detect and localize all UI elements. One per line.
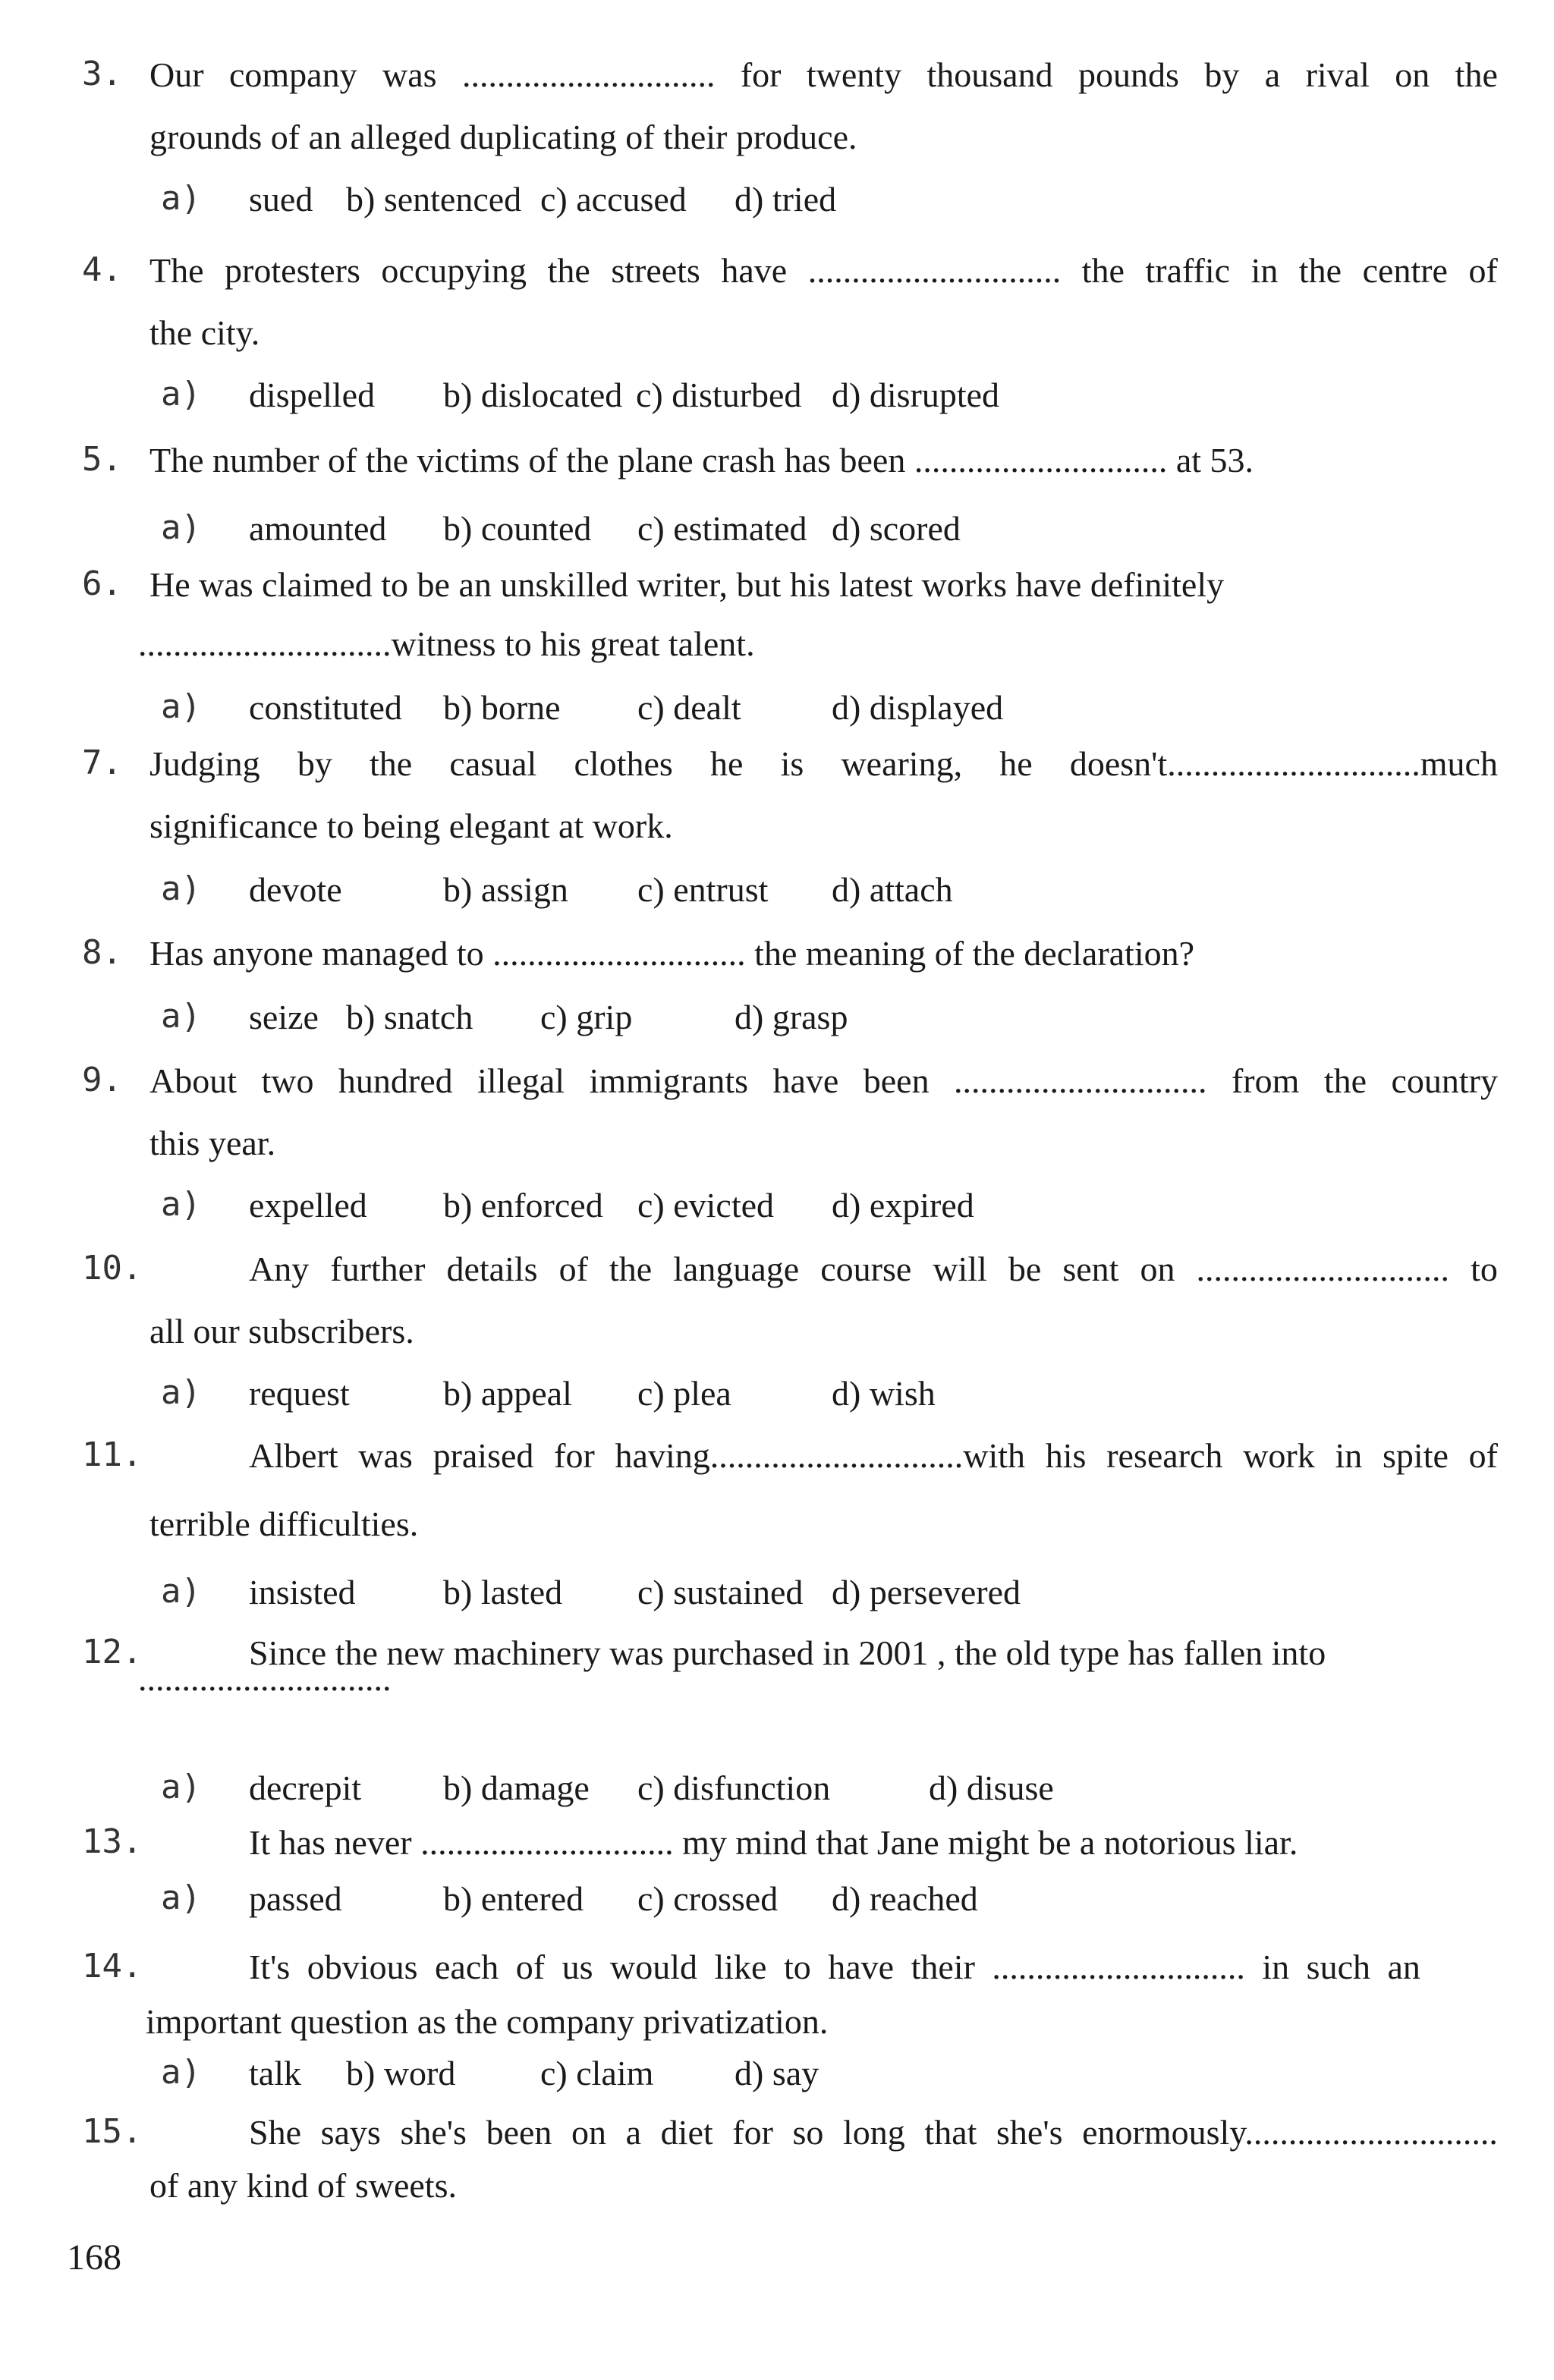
option-d: d) reached bbox=[832, 1879, 978, 1918]
word: It's bbox=[249, 1948, 291, 1986]
question-number: 14. bbox=[82, 1947, 143, 1985]
word: ............................. bbox=[461, 55, 716, 94]
question-text-line: grounds of an alleged duplicating of their produce. bbox=[149, 118, 857, 156]
word: a bbox=[625, 2113, 642, 2152]
option-b: b) enforced bbox=[443, 1186, 603, 1225]
question-text-line: He was claimed to be an unskilled writer, but his latest works have definitely bbox=[149, 565, 1225, 604]
question-text-line: Since the new machinery was purchased in 2001 , the old type has fallen into bbox=[249, 1633, 1326, 1672]
option-d: d) tried bbox=[735, 180, 837, 219]
word: in bbox=[1335, 1436, 1363, 1475]
word: ............................. bbox=[992, 1948, 1245, 1986]
word: was bbox=[382, 55, 437, 94]
option-c: c) crossed bbox=[637, 1879, 779, 1918]
word: his bbox=[1045, 1436, 1087, 1475]
word: wearing, bbox=[841, 744, 963, 783]
question-number: 6. bbox=[82, 564, 122, 603]
option-a-label: a) bbox=[161, 2053, 201, 2092]
page-number: 168 bbox=[67, 2237, 121, 2278]
word: so bbox=[792, 2113, 824, 2152]
answer-blank: ............................. bbox=[138, 1659, 392, 1698]
word: The bbox=[149, 251, 204, 290]
option-a-label: a) bbox=[161, 869, 201, 908]
word: ............................. bbox=[807, 251, 1062, 290]
option-b: b) dislocated bbox=[443, 376, 623, 414]
option-a: seize bbox=[249, 998, 319, 1036]
option-a-label: a) bbox=[161, 1373, 201, 1412]
word: protesters bbox=[225, 251, 360, 290]
word: streets bbox=[611, 251, 700, 290]
word: She bbox=[249, 2113, 301, 2152]
option-a: passed bbox=[249, 1879, 342, 1918]
word: hundred bbox=[338, 1061, 453, 1100]
option-d: d) disuse bbox=[929, 1768, 1054, 1807]
option-b: b) lasted bbox=[443, 1573, 563, 1611]
word: language bbox=[673, 1250, 800, 1288]
option-c: c) accused bbox=[540, 180, 687, 219]
option-d: d) persevered bbox=[832, 1573, 1021, 1611]
word: having.............................with bbox=[615, 1436, 1026, 1475]
word: the bbox=[609, 1250, 653, 1288]
word: Our bbox=[149, 55, 204, 94]
question-text-line bbox=[249, 1252, 1498, 1287]
word: was bbox=[358, 1436, 413, 1475]
option-c: c) claim bbox=[540, 2054, 654, 2092]
word: casual bbox=[449, 744, 537, 783]
word: like bbox=[714, 1948, 767, 1986]
word: would bbox=[609, 1948, 697, 1986]
word: immigrants bbox=[589, 1061, 749, 1100]
option-a-label: a) bbox=[161, 375, 201, 413]
word: illegal bbox=[477, 1061, 565, 1100]
word: thousand bbox=[926, 55, 1053, 94]
word: to bbox=[783, 1948, 811, 1986]
option-c: c) estimated bbox=[637, 509, 807, 548]
word: been bbox=[863, 1061, 930, 1100]
option-d: d) expired bbox=[832, 1186, 974, 1225]
word: from bbox=[1231, 1061, 1300, 1100]
question-number: 3. bbox=[82, 55, 122, 93]
word: About bbox=[149, 1061, 237, 1100]
word: is bbox=[780, 744, 804, 783]
word: been bbox=[486, 2113, 552, 2152]
question-text-line bbox=[149, 253, 1498, 288]
word: country bbox=[1391, 1061, 1498, 1100]
question-number: 5. bbox=[82, 440, 122, 479]
question-text-line: all our subscribers. bbox=[149, 1312, 414, 1350]
option-d: d) scored bbox=[832, 509, 961, 548]
word: clothes bbox=[574, 744, 673, 783]
word: in bbox=[1262, 1948, 1290, 1986]
option-a-label: a) bbox=[161, 1572, 201, 1611]
word: on bbox=[1140, 1250, 1175, 1288]
word: by bbox=[1204, 55, 1240, 94]
word: he bbox=[999, 744, 1033, 783]
option-c: c) disturbed bbox=[636, 376, 802, 414]
option-b: b) snatch bbox=[346, 998, 473, 1036]
word: rival bbox=[1305, 55, 1370, 94]
option-c: c) entrust bbox=[637, 870, 769, 909]
question-text-line bbox=[249, 2115, 1498, 2150]
question-text-line: the city. bbox=[149, 313, 260, 352]
word: on bbox=[1395, 55, 1430, 94]
option-a-label: a) bbox=[161, 1879, 201, 1917]
word: by bbox=[297, 744, 332, 783]
option-d: d) wish bbox=[832, 1374, 936, 1413]
word: Albert bbox=[249, 1436, 338, 1475]
word: the bbox=[547, 251, 590, 290]
question-number: 15. bbox=[82, 2112, 143, 2151]
word: further bbox=[330, 1250, 426, 1288]
question-text-line: this year. bbox=[149, 1124, 276, 1162]
option-a: amounted bbox=[249, 509, 387, 548]
word: the bbox=[1323, 1061, 1367, 1100]
word: us bbox=[562, 1948, 593, 1986]
word: the bbox=[1081, 251, 1125, 290]
option-c: c) evicted bbox=[637, 1186, 775, 1225]
option-a: talk bbox=[249, 2054, 301, 2092]
word: the bbox=[1455, 55, 1498, 94]
word: Judging bbox=[149, 744, 260, 783]
word: ............................. bbox=[954, 1061, 1207, 1100]
word: twenty bbox=[806, 55, 902, 94]
word: says bbox=[320, 2113, 381, 2152]
question-text-line: of any kind of sweets. bbox=[149, 2166, 457, 2205]
option-a-label: a) bbox=[161, 1185, 201, 1224]
word: centre bbox=[1362, 251, 1448, 290]
word: for bbox=[732, 2113, 773, 2152]
option-d: d) grasp bbox=[735, 998, 848, 1036]
question-text-line bbox=[149, 55, 1498, 94]
word: of bbox=[515, 1948, 546, 1986]
option-b: b) borne bbox=[443, 688, 561, 727]
question-text-line: terrible difficulties. bbox=[149, 1504, 419, 1543]
word: that bbox=[924, 2113, 977, 2152]
word: their bbox=[911, 1948, 975, 1986]
word: on bbox=[571, 2113, 607, 2152]
question-text-line: Has anyone managed to ............................. the meaning of the declaration? bbox=[149, 934, 1195, 973]
option-a: expelled bbox=[249, 1186, 367, 1225]
word: company bbox=[228, 55, 357, 94]
question-text-line: significance to being elegant at work. bbox=[149, 806, 673, 845]
word: of bbox=[1468, 251, 1498, 290]
option-c: c) grip bbox=[540, 998, 633, 1036]
question-text-line: The number of the victims of the plane crash has been ............................. at 53. bbox=[149, 441, 1254, 479]
word: of bbox=[1468, 1436, 1498, 1475]
word: obvious bbox=[307, 1948, 418, 1986]
word: have bbox=[721, 251, 788, 290]
word: a bbox=[1264, 55, 1281, 94]
option-b: b) assign bbox=[443, 870, 568, 909]
word: doesn't.............................much bbox=[1069, 744, 1498, 783]
word: of bbox=[558, 1250, 588, 1288]
option-b: b) sentenced bbox=[346, 180, 522, 219]
word: the bbox=[1298, 251, 1342, 290]
question-text-line bbox=[149, 1061, 1498, 1100]
option-a-label: a) bbox=[161, 508, 201, 547]
option-d: d) say bbox=[735, 2054, 819, 2092]
option-a-label: a) bbox=[161, 997, 201, 1036]
word: pounds bbox=[1078, 55, 1179, 94]
option-b: b) word bbox=[346, 2054, 456, 2092]
question-text-line bbox=[249, 1438, 1498, 1473]
word: in bbox=[1250, 251, 1279, 290]
word: have bbox=[828, 1948, 895, 1986]
question-number: 7. bbox=[82, 744, 122, 782]
word: traffic bbox=[1145, 251, 1231, 290]
option-c: c) dealt bbox=[637, 688, 741, 727]
option-a: devote bbox=[249, 870, 342, 909]
word: long bbox=[843, 2113, 905, 2152]
word: research bbox=[1106, 1436, 1223, 1475]
question-text-line bbox=[249, 1950, 1420, 1985]
word: for bbox=[554, 1436, 595, 1475]
question-number: 4. bbox=[82, 250, 122, 289]
word: be bbox=[1008, 1250, 1042, 1288]
option-a-label: a) bbox=[161, 179, 201, 218]
option-c: c) disfunction bbox=[637, 1768, 831, 1807]
option-c: c) sustained bbox=[637, 1573, 804, 1611]
question-number: 11. bbox=[82, 1435, 143, 1474]
word: for bbox=[740, 55, 782, 94]
question-number: 9. bbox=[82, 1061, 122, 1099]
option-a: decrepit bbox=[249, 1768, 362, 1807]
question-text-line: It has never ............................. my mind that Jane might be a notorious liar. bbox=[249, 1823, 1298, 1862]
option-b: b) appeal bbox=[443, 1374, 572, 1413]
word: she's bbox=[996, 2113, 1063, 2152]
option-a: request bbox=[249, 1374, 350, 1413]
question-number: 8. bbox=[82, 933, 122, 972]
word: an bbox=[1387, 1948, 1420, 1986]
word: course bbox=[820, 1250, 912, 1288]
word: spite bbox=[1383, 1436, 1449, 1475]
word: have bbox=[772, 1061, 839, 1100]
word: praised bbox=[433, 1436, 534, 1475]
option-b: b) counted bbox=[443, 509, 592, 548]
word: ............................. bbox=[1196, 1250, 1450, 1288]
word: enormously............................. bbox=[1082, 2113, 1498, 2152]
word: she's bbox=[400, 2113, 467, 2152]
option-d: d) disrupted bbox=[832, 376, 1000, 414]
option-b: b) damage bbox=[443, 1768, 590, 1807]
word: the bbox=[370, 744, 413, 783]
word: such bbox=[1306, 1948, 1370, 1986]
word: each bbox=[434, 1948, 499, 1986]
option-a: sued bbox=[249, 180, 313, 219]
option-a: insisted bbox=[249, 1573, 356, 1611]
option-b: b) entered bbox=[443, 1879, 584, 1918]
word: he bbox=[709, 744, 744, 783]
word: diet bbox=[660, 2113, 713, 2152]
word: two bbox=[261, 1061, 314, 1100]
option-d: d) displayed bbox=[832, 688, 1004, 727]
question-number: 10. bbox=[82, 1249, 143, 1287]
question-text-line: .............................witness to his great talent. bbox=[138, 624, 755, 663]
word: occupying bbox=[381, 251, 527, 290]
word: sent bbox=[1062, 1250, 1119, 1288]
option-c: c) plea bbox=[637, 1374, 731, 1413]
option-a: dispelled bbox=[249, 376, 376, 414]
question-number: 13. bbox=[82, 1822, 143, 1861]
word: work bbox=[1243, 1436, 1315, 1475]
option-a-label: a) bbox=[161, 687, 201, 726]
option-d: d) attach bbox=[832, 870, 953, 909]
option-a-label: a) bbox=[161, 1768, 201, 1806]
word: will bbox=[933, 1250, 987, 1288]
question-number: 12. bbox=[82, 1633, 143, 1671]
question-text-line bbox=[149, 744, 1498, 783]
word: details bbox=[446, 1250, 538, 1288]
word: to bbox=[1471, 1250, 1498, 1288]
word: Any bbox=[249, 1250, 310, 1288]
option-a: constituted bbox=[249, 688, 402, 727]
question-text-line: important question as the company privatization. bbox=[146, 2002, 829, 2041]
